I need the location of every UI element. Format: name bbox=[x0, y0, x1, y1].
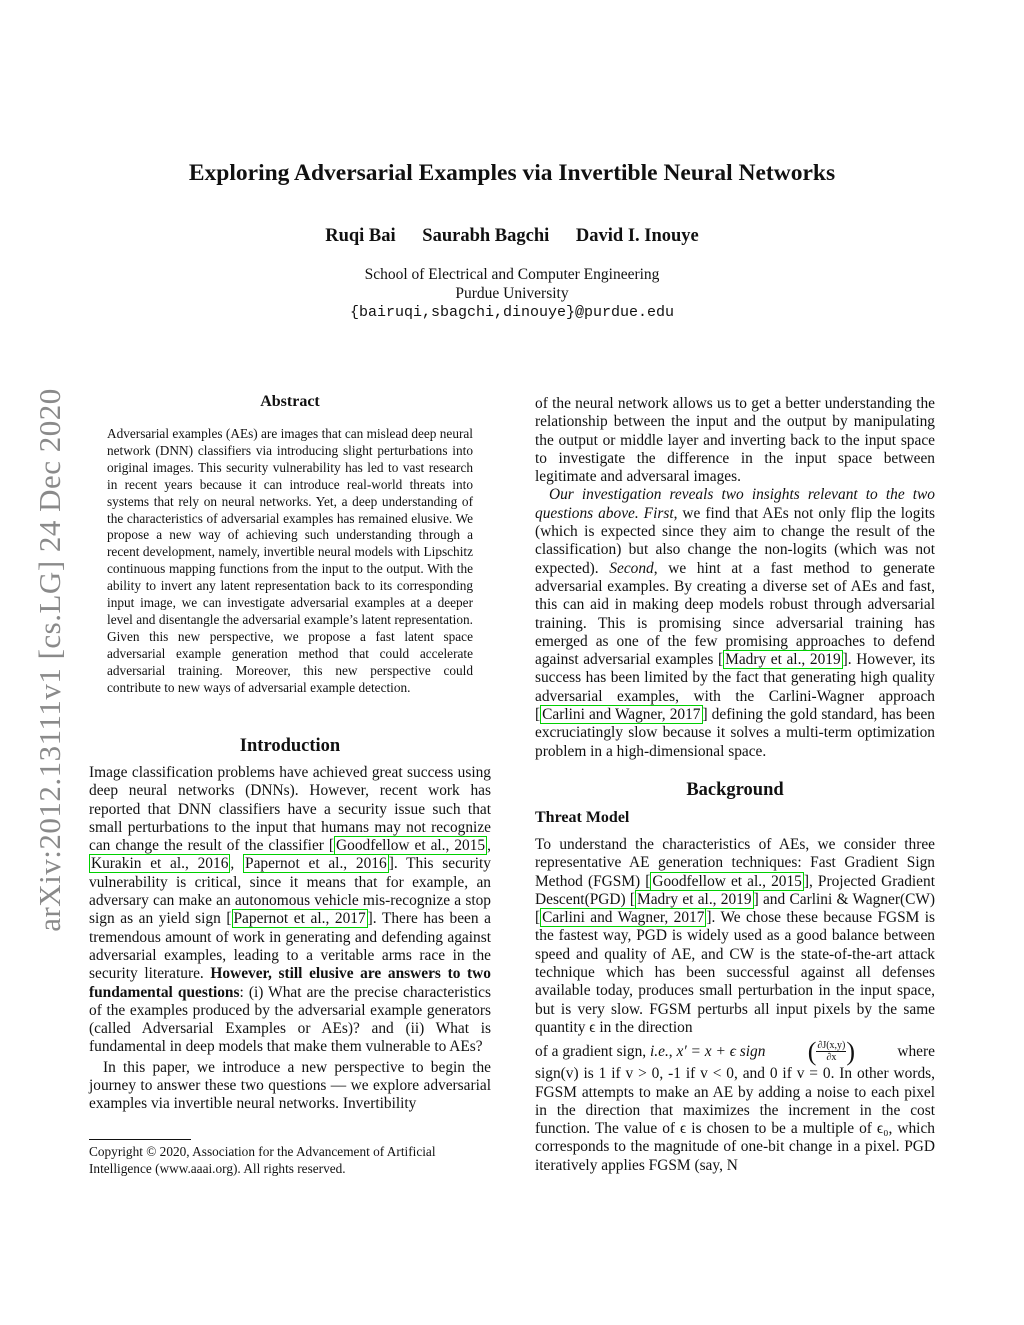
equation-text: x′ = x + ϵ sign bbox=[676, 1042, 766, 1060]
intro-paragraph-1 bbox=[89, 764, 491, 1057]
italic-text: First bbox=[643, 504, 674, 522]
right-paren: ) bbox=[846, 1036, 856, 1066]
footnote-rule bbox=[89, 1139, 191, 1140]
arxiv-stamp bbox=[30, 350, 70, 970]
continuation-paragraph: of the neural network allows us to get a better understanding the relationship between the input and the output by manipulating the output or middle layer and inverting back to the input space to investigate the difference in the input space between legitimate and adversaral images. bbox=[535, 395, 935, 486]
insights-paragraph bbox=[535, 486, 935, 760]
fraction-numerator: ∂J(x,y) bbox=[817, 1040, 846, 1052]
italic-text: Second bbox=[609, 559, 654, 577]
paper-title: Exploring Adversarial Examples via Invertible Neural Networks bbox=[188, 160, 836, 186]
author-name: Ruqi Bai bbox=[325, 226, 396, 246]
threat-model-heading: Threat Model bbox=[535, 809, 630, 826]
text-run: ]. We chose these because FGSM is the fastest way, PGD is widely used as a good balance between speed and quality of AE, and CW is the state-of-the-art attack technique which has been successful against all defenses available today, produces small perturbation in the input space, but is very slow. FGSM perturbs all input pixels by the same quantity ϵ in the direction bbox=[535, 909, 935, 1036]
citation-link[interactable]: Carlini and Wagner, 2017 bbox=[542, 909, 705, 927]
text-run: of a gradient sign, bbox=[535, 1042, 647, 1060]
author-name: Saurabh Bagchi bbox=[422, 226, 550, 246]
text-run: ]. There has been a tremendous amount of work in generating and defending against adversarial examples, leading to a veritable arms race in the security literature. bbox=[89, 910, 491, 983]
citation-link[interactable]: Papernot et al., 2016 bbox=[245, 855, 387, 873]
background-body bbox=[535, 836, 935, 1175]
left-paren: ( bbox=[807, 1036, 817, 1066]
text-run: , we find that AEs not only flip the logits (which is expected since they aim to change the result of the classification) but also change the non-logits (which was not expected). bbox=[535, 504, 935, 577]
text-run: , bbox=[230, 855, 244, 873]
equation-fraction bbox=[816, 1040, 846, 1063]
italic-text: Our investigation reveals two insights relevant to the two questions above. bbox=[535, 486, 935, 522]
text-run: , we hint at a fast method to generate adversarial examples. By creating a diverse set of AEs and fast, this can aid in making deep models robust through adversarial training. This is promising since adversarial training has emerged as one of the few promising approaches to defend against adversarial examples [ bbox=[535, 559, 935, 669]
citation-link[interactable]: Papernot et al., 2017 bbox=[233, 910, 366, 928]
citation-link[interactable]: Madry et al., 2019 bbox=[637, 890, 752, 908]
text-run: To understand the characteristics of AEs, we consider three representative AE generation techniques: Fast Gradient Sign Method (FGSM) [ bbox=[535, 836, 935, 890]
author-name: David I. Inouye bbox=[575, 226, 699, 246]
text-run: ], Projected Gradient Descent(PGD) [ bbox=[535, 872, 935, 908]
citation-link[interactable]: Goodfellow et al., 2015 bbox=[652, 872, 802, 890]
background-heading: Background bbox=[686, 780, 784, 800]
text-run: ]. This security vulnerability is critical, since it means that for example, an adversary can make an autonomous vehicle mis-recognize a stop sign as an yield sign [ bbox=[89, 855, 491, 928]
fgsm-description: sign(v) is 1 if v > 0, -1 if v < 0, and 0 if v = 0. In other words, FGSM attempts to make an AE by adding a noise to each pixel in the direction that maximizes the increment in the cost function. The value of ϵ is chosen to be a multiple of ϵ₀, which corresponds to the magnitude of one-bit change in a pixel. PGD iteratively applies FGSM (say, N bbox=[535, 1065, 935, 1174]
citation-link[interactable]: Carlini and Wagner, 2017 bbox=[542, 706, 701, 724]
right-column-body bbox=[535, 395, 935, 761]
text-run: Image classification problems have achieved great success using deep neural networks (DNNs). However, recent work has reported that DNN classifiers have a security issue such that small perturbations to the input that humans may not recognize can change the result of the classifier [ bbox=[89, 764, 491, 855]
introduction-heading: Introduction bbox=[239, 736, 341, 756]
citation-link[interactable]: Kurakin et al., 2016 bbox=[91, 855, 229, 873]
arxiv-id: arXiv:2012.13111v1 [cs.LG] 24 Dec 2020 bbox=[32, 388, 67, 932]
intro-paragraph-2: In this paper, we introduce a new perspective to begin the journey to answer these two questions — we explore adversarial examples via invertible neural networks. Invertibility bbox=[89, 1058, 491, 1113]
text-run: , bbox=[487, 837, 491, 855]
abstract-heading: Abstract bbox=[260, 393, 320, 410]
citation-link[interactable]: Madry et al., 2019 bbox=[725, 651, 841, 669]
text-run: where bbox=[897, 1042, 935, 1060]
copyright-footnote: Copyright © 2020, Association for the Advancement of Artificial Intelligence (www.aaai.org). All rights reserved. bbox=[89, 1144, 436, 1176]
introduction-body bbox=[89, 764, 491, 1114]
abstract-text: Adversarial examples (AEs) are images that can mislead deep neural network (DNN) classifiers via introducing slight perturbations into original images. This security vulnerability has led to vast research in recent years because it can introduce real-world threats into systems that rely on neural networks. Yet, a deep understanding of the characteristics of adversarial examples has remained elusive. We propose a new way of achieving such understanding through a recent development, namely, invertible neural models with Lipschitz continuous mapping functions from the input to the output. With the ability to invert any latent representation back to its corresponding input image, we can investigate adversarial examples at a deeper level and disentangle the adversarial example’s latent representation. Given this new perspective, we propose a fast latent space adversarial example generation method that could accelerate adversarial training. Moreover, this new perspective could contribute to new ways of adversarial example detection. bbox=[107, 426, 473, 695]
text-run: of a gradient sign, i.e., x′ = x + ϵ sign bbox=[535, 1042, 766, 1060]
author-emails: {bairuqi,sbagchi,dinouye}@purdue.edu bbox=[349, 304, 675, 321]
affiliation-school: School of Electrical and Computer Engineering bbox=[364, 266, 660, 283]
text-run: : (i) What are the precise characteristics of the examples produced by the adversarial example generators (called Adversarial Examples or AEs)? and (ii) What is fundamental in deep models that make them vulnerable to AEs? bbox=[89, 983, 492, 1056]
affiliation bbox=[0, 265, 1024, 322]
text-run: ] and Carlini & Wagner(CW) [ bbox=[535, 890, 935, 927]
author-list bbox=[0, 226, 1024, 247]
threat-model-paragraph bbox=[535, 836, 935, 1037]
fgsm-equation bbox=[535, 1036, 935, 1066]
text-run: ] defining the gold standard, has been excruciatingly slow because it solves a multi-term optimization problem in a high-dimensional space. bbox=[535, 706, 935, 760]
italic-text: i.e. bbox=[649, 1042, 669, 1060]
equation-fraction-group bbox=[807, 1036, 856, 1066]
text-run: ]. However, its success has been limited by the fact that generating high quality adversarial examples, with the Carlini-Wagner approach [ bbox=[535, 651, 936, 724]
fraction-denominator: ∂x bbox=[826, 1052, 837, 1064]
citation-link[interactable]: Goodfellow et al., 2015 bbox=[336, 837, 486, 855]
emphasis-text: However, still elusive are answers to two fundamental questions bbox=[89, 965, 491, 1001]
affiliation-university: Purdue University bbox=[455, 285, 569, 302]
